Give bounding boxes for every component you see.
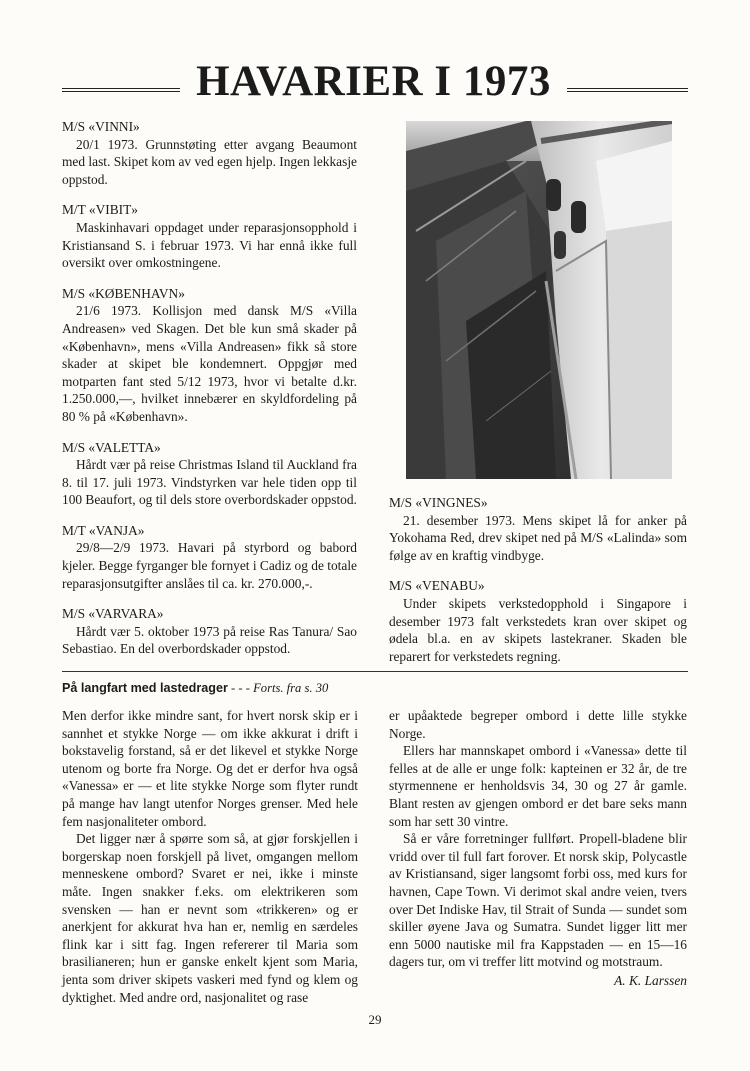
ship-name: M/S «VARVARA» — [62, 606, 164, 622]
incident-entry — [62, 285, 357, 426]
incident-text: Hårdt vær 5. oktober 1973 på reise Ras Tanura/ Sao Sebastiao. En del overbordskader oppstod. — [62, 623, 357, 657]
ship-name: M/S «VINNI» — [62, 119, 140, 134]
incident-entry — [62, 439, 357, 509]
ship-damage-photo — [406, 121, 672, 479]
article-paragraph: Så er våre forretninger fullført. Propell-bladene blir vridd over til full fart forover. Et norsk skip, Polycastle av Kristiansand, siger langsomt forbi oss, med kurs for havnen, Cape Town. Vi derimot skal andre veien, tvers over Det Indiske Hav, til Strait of Sunda — sundet som skiller øyene Java og Sumatra. Sundet ligger litt mer enn 5000 nautiske mil fra Kappstaden — en 15—16 dagers tur, om vi treffer litt motvind og motstraum. — [389, 831, 687, 970]
incident-list-right — [389, 494, 687, 678]
section-divider — [62, 671, 688, 672]
page-title: HAVARIER I 1973 — [196, 58, 551, 105]
ship-name: M/S «VINGNES» — [389, 495, 488, 510]
incident-text: Maskinhavari oppdaget under reparasjonsopphold i Kristiansand S. i februar 1973. Vi har ennå ikke full oversikt over omkostningene. — [62, 219, 357, 271]
title-row — [62, 58, 688, 106]
article-column-left — [62, 707, 358, 1006]
incident-text: 20/1 1973. Grunnstøting etter avgang Beaumont med last. Skipet kom av ved egen hjelp. Ingen lekkasje oppstod. — [62, 136, 357, 187]
incident-text: 21. desember 1973. Mens skipet lå for anker på Yokohama Red, drev skipet ned på M/S «Lalinda» som følge av en kraftig vindbyge. — [389, 512, 687, 563]
ship-name: M/T «VANJA» — [62, 522, 145, 538]
incident-text: 21/6 1973. Kollisjon med dansk M/S «Villa Andreasen» ved Skagen. Det ble kun små skader på «København», mens «Villa Andreasen» fikk så store skader at skipet ble kondemnert. Oppgjør med motparten fant sted 5/12 1973, hvor vi betalte d.kr. 1.250.000,—, hvilket innebærer en skyldfordeling på 80 % på «København». — [62, 303, 357, 424]
author-signature: A. K. Larssen — [614, 972, 687, 988]
continued-note: - - - Forts. fra s. 30 — [231, 681, 329, 695]
page-number: 29 — [368, 1012, 382, 1027]
article-paragraph: Det ligger nær å spørre som så, at gjør forskjellen i borgerskap noen forskjell på livet, omgangen mellom menneskene ombord? Svaret er nei, ikke i minste måte. Ingen snakker f.eks. om elektrikeren som svensken — han er nevnt som «trikkeren» og er anerkjent for akkurat hva han er, nemlig en særdeles flink kar i sitt fag. Ingen refererer til Maria som brasilianeren; hun er ganske enkelt kjent som Maria, jenta som driver skipets vaskeri med fynd og klem og dyktighet. Med andre ord, nasjonalitet og rase — [62, 831, 358, 1005]
ship-name: M/S «KØBENHAVN» — [62, 285, 185, 301]
incident-entry — [389, 577, 687, 665]
ship-name: M/S «VENABU» — [389, 578, 485, 594]
incident-entry — [62, 118, 357, 188]
article-paragraph: er upåaktede begreper ombord i dette lille stykke Norge. — [389, 708, 687, 741]
incident-entry — [62, 522, 357, 592]
article-title: På langfart med lastedrager — [62, 681, 228, 695]
article-column-right — [389, 707, 687, 990]
incident-list-left — [62, 118, 357, 671]
title-rule-left — [62, 88, 180, 92]
incident-text: 29/8—2/9 1973. Havari på styrbord og babord kjeler. Begge fyrganger ble fornyet i Cadiz og de totale reparasjonsutgifter anslåes til ca. kr. 270.000,-. — [62, 540, 357, 591]
article-paragraph: Ellers har mannskapet ombord i «Vanessa» dette til felles at de alle er unge folk: kapteinen er 32 år, de tre styrmennene er henholdsvis 34, 30 og 27 år gamle. Blant resten av gjengen ombord er det bare seks mann som har sett 30 vintre. — [389, 743, 687, 829]
article-paragraph: Men derfor ikke mindre sant, for hvert norsk skip er i sannhet et stykke Norge — om ikke akkurat i drift i bokstavelig forstand, så er det likevel et stykke Norge utenom og borte fra Norge. Og det er derfor hva også «Vanessa» er — et lite stykke Norge som flyter rundt på mange hav langt utenfor Norges grenser. Med hele fem nasjonaliteter ombord. — [62, 708, 358, 829]
incident-text: Under skipets verkstedopphold i Singapore i desember 1973 falt verkstedets kran over skipet og ødela bl.a. en av skipets lastekraner. Skaden ble reparert for verkstedets regning. — [389, 595, 687, 664]
incident-text: Hårdt vær på reise Christmas Island til Auckland fra 8. til 17. juli 1973. Vindstyrken var hele tiden opp til 100 Beaufort, og til dels store overbordskader oppstod. — [62, 457, 357, 508]
incident-entry — [62, 605, 357, 658]
title-rule-right — [567, 88, 688, 92]
ship-name: M/T «VIBIT» — [62, 202, 139, 218]
photo-illustration — [406, 121, 672, 479]
article-heading — [62, 679, 362, 697]
incident-entry — [62, 201, 357, 271]
ship-name: M/S «VALETTA» — [62, 439, 161, 455]
incident-entry — [389, 494, 687, 564]
